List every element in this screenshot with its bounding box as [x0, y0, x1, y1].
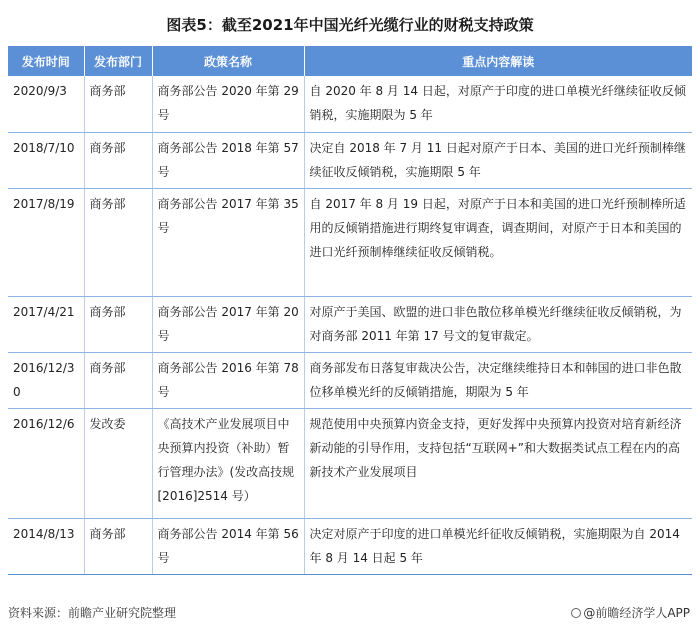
cell-date: 2018/7/10	[8, 132, 84, 188]
table-row	[8, 296, 692, 352]
cell-policy-name: 商务部公告 2016 年第 78 号	[152, 352, 304, 408]
cell-policy-name: 《高技术产业发展项目中央预算内投资（补助）暂行管理办法》(发改高技规[2016]2514 号）	[152, 408, 304, 518]
header-department: 发布部门	[84, 46, 152, 76]
cell-date: 2020/9/3	[8, 76, 84, 132]
cell-key-content: 自 2020 年 8 月 14 日起，对原产于印度的进口单模光纤继续征收反倾销税，实施期限为 5 年	[304, 76, 692, 132]
cell-key-content: 对原产于美国、欧盟的进口非色散位移单模光纤继续征收反倾销税，为对商务部 2011 年第 17 号文的复审裁定。	[304, 296, 692, 352]
table-row	[8, 76, 692, 132]
header-policy-name: 政策名称	[152, 46, 304, 76]
source-note: 资料来源：前瞻产业研究院整理	[8, 606, 177, 620]
cell-date: 2014/8/13	[8, 518, 84, 574]
table-row	[8, 518, 692, 574]
cell-key-content: 商务部发布日落复审裁决公告，决定继续维持日本和韩国的进口非色散位移单模光纤的反倾销措施，期限为 5 年	[304, 352, 692, 408]
cell-key-content: 规范使用中央预算内资金支持，更好发挥中央预算内投资对培育新经济新动能的引导作用，支持包括“互联网+”和大数据类试点工程在内的高新技术产业发展项目	[304, 408, 692, 518]
header-date: 发布时间	[8, 46, 84, 76]
header-key-content: 重点内容解读	[304, 46, 692, 76]
cell-date: 2016/12/30	[8, 352, 84, 408]
cell-policy-name: 商务部公告 2017 年第 20 号	[152, 296, 304, 352]
cell-department: 商务部	[84, 296, 152, 352]
policy-table	[8, 46, 692, 575]
brand-credit	[571, 604, 690, 621]
cell-policy-name: 商务部公告 2014 年第 56 号	[152, 518, 304, 574]
cell-date: 2016/12/6	[8, 408, 84, 518]
figure-title: 图表5：截至2021年中国光纤光缆行业的财税支持政策	[166, 16, 534, 34]
qianzhan-logo-icon	[571, 608, 581, 618]
brand-text: @前瞻经济学人APP	[583, 606, 690, 620]
cell-key-content: 决定对原产于印度的进口单模光纤征收反倾销税，实施期限为自 2014 年 8 月 14 日起 5 年	[304, 518, 692, 574]
cell-department: 商务部	[84, 132, 152, 188]
cell-date: 2017/8/19	[8, 188, 84, 296]
table-row	[8, 352, 692, 408]
cell-department: 商务部	[84, 188, 152, 296]
table-row	[8, 408, 692, 518]
table-row	[8, 132, 692, 188]
cell-department: 商务部	[84, 518, 152, 574]
cell-department: 商务部	[84, 352, 152, 408]
cell-department: 商务部	[84, 76, 152, 132]
table-header-row	[8, 46, 692, 76]
cell-key-content: 决定自 2018 年 7 月 11 日起对原产于日本、美国的进口光纤预制棒继续征收反倾销税，实施期限 5 年	[304, 132, 692, 188]
cell-department: 发改委	[84, 408, 152, 518]
cell-date: 2017/4/21	[8, 296, 84, 352]
cell-policy-name: 商务部公告 2018 年第 57 号	[152, 132, 304, 188]
cell-policy-name: 商务部公告 2017 年第 35 号	[152, 188, 304, 296]
cell-policy-name: 商务部公告 2020 年第 29 号	[152, 76, 304, 132]
cell-key-content: 自 2017 年 8 月 19 日起，对原产于日本和美国的进口光纤预制棒所适用的反倾销措施进行期终复审调查，调查期间，对原产于日本和美国的进口光纤预制棒继续征收反倾销税。	[304, 188, 692, 296]
table-row	[8, 188, 692, 296]
footer	[0, 604, 700, 624]
